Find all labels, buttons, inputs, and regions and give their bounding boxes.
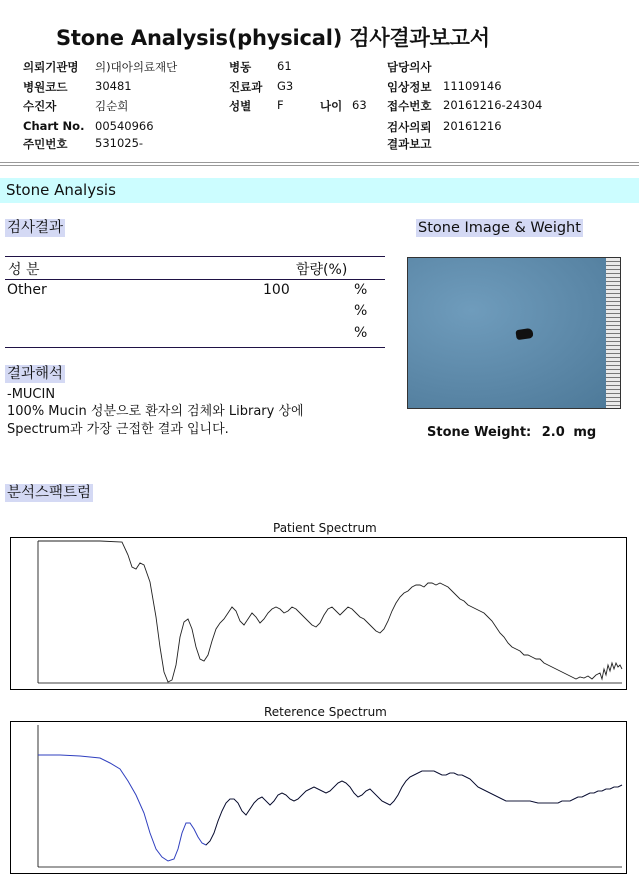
header-divider [0, 162, 639, 163]
patient-plot-frame [11, 538, 627, 690]
receipt-no-label: 접수번호 [387, 99, 432, 113]
spectrum-heading: 분석스팩트럼 [7, 485, 92, 501]
ruler-scale [606, 258, 620, 408]
result-unit-1: % [354, 282, 368, 298]
stone-specimen [515, 328, 533, 340]
result-unit-2: % [354, 303, 368, 319]
sex-label: 성별 [229, 99, 252, 113]
image-weight-heading: Stone Image & Weight [418, 220, 581, 236]
department-label: 진료과 [229, 80, 263, 94]
header-divider-2 [0, 165, 639, 166]
ward-value: 61 [277, 59, 292, 73]
report-date-label: 결과보고 [387, 137, 432, 151]
interpretation-line-2: 100% Mucin 성분으로 환자의 검체와 Library 상에 [7, 404, 304, 419]
institution-field [23, 59, 79, 75]
stone-weight-value: 2.0 [541, 425, 565, 440]
doctor-label: 담당의사 [387, 60, 432, 74]
clinical-info-value: 11109146 [443, 79, 502, 93]
stone-weight [427, 425, 596, 440]
age-value: 63 [352, 98, 367, 112]
interpretation-heading: 결과해석 [7, 366, 64, 382]
interpretation-line-1: -MUCIN [7, 387, 56, 402]
chart-no-value: 00540966 [95, 119, 154, 133]
report-title: Stone Analysis(physical) 검사결과보고서 [56, 26, 490, 50]
hospital-code-value: 30481 [95, 79, 132, 93]
age-label: 나이 [320, 99, 343, 113]
result-unit-3: % [354, 325, 368, 341]
sex-value: F [277, 98, 284, 112]
clinical-info-label: 임상정보 [387, 80, 432, 94]
col-content-header: 함량(%) [296, 262, 348, 278]
patient-spectrum-plot [10, 537, 627, 690]
patient-spectrum-title: Patient Spectrum [273, 521, 377, 535]
ward-label: 병동 [229, 60, 252, 74]
interpretation-line-3: Spectrum과 가장 근접한 결과 입니다. [7, 422, 229, 437]
result-value-1: 100 [263, 282, 290, 298]
request-date-value: 20161216 [443, 119, 502, 133]
receipt-no-value: 20161216-24304 [443, 98, 543, 112]
reference-spectrum-title: Reterence Spectrum [264, 705, 387, 719]
results-heading: 검사결과 [7, 220, 64, 236]
reference-spectrum-plot [10, 721, 627, 874]
resident-no-value: 531025- [95, 136, 144, 150]
section-band [0, 178, 639, 203]
stone-weight-label: Stone Weight: [427, 425, 532, 440]
hospital-code-label: 병원코드 [23, 80, 68, 94]
patient-name-value: 김순희 [95, 99, 129, 113]
chart-no-label: Chart No. [23, 119, 85, 133]
request-date-label: 검사의뢰 [387, 120, 432, 134]
results-table-bottom-rule [5, 347, 385, 348]
section-band-title: Stone Analysis [6, 181, 116, 199]
stone-photo [407, 257, 621, 409]
stone-weight-unit: mg [573, 425, 597, 440]
patient-name-label: 수진자 [23, 99, 57, 113]
reference-plot-frame [11, 722, 627, 874]
department-value: G3 [277, 79, 294, 93]
col-component-header: 성 분 [8, 262, 40, 278]
result-component-1: Other [7, 282, 47, 298]
institution-value: 의)대아의료재단 [95, 60, 178, 74]
results-table-top-rule [5, 256, 385, 257]
resident-no-label: 주민번호 [23, 137, 68, 151]
institution-label: 의뢰기관명 [23, 60, 79, 74]
results-table-header-rule [5, 279, 385, 280]
